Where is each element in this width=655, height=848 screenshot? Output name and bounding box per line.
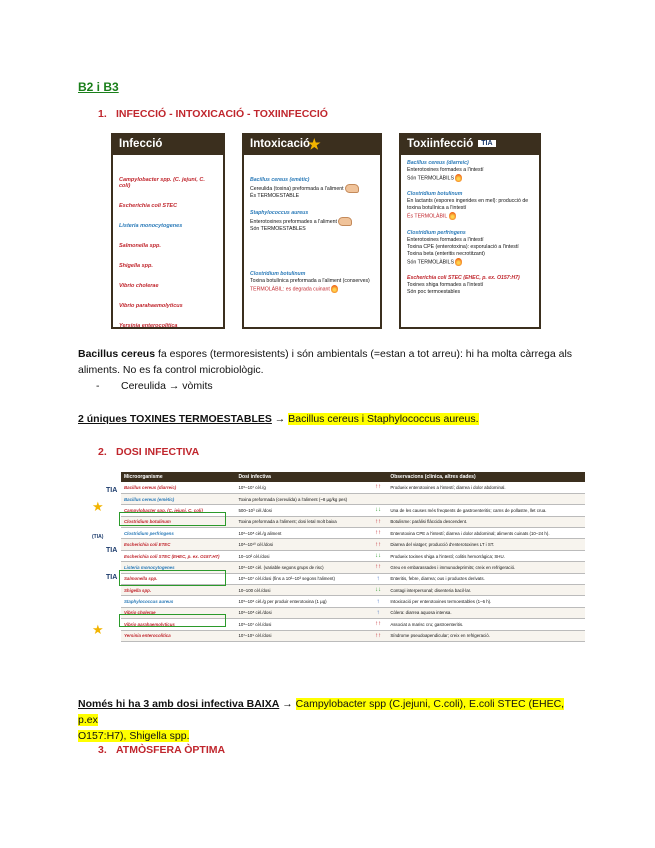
cell-dose-level: ↑↑ [369,516,388,527]
infeccio-item: Vibrio cholerae [119,283,159,289]
toxiinfeccio-box-header [401,135,539,155]
infeccio-item: Yersinia enterocolitica [119,323,178,329]
cell-microorganism: Yersinia enterocolitica [121,630,235,641]
tia-marker: TIA [106,547,118,554]
low-dose-arrow: → [279,698,296,710]
cell-observations: Greu en embarassades i immunodeprimits; creix en refrigeració. [387,562,585,573]
intox-staph-line2: Són TERMOESTABLES [250,226,306,232]
low-dose-underlined: Només hi ha 3 amb dosi infectiva BAIXA [78,698,280,710]
intox-clostridium-text2: TERMOLÀBIL: es degrada cuinant [250,286,330,293]
cell-dose: 10⁸–10¹⁰ cèl./dosi [235,539,368,550]
col-header-micro: Microorganisme [121,472,235,482]
cell-microorganism: Listeria monocytogenes [121,562,235,573]
intox-staph-text1: Enterotoxines preformades a l'aliment [250,218,337,225]
cell-observations: Síndrome pseudoapendicular; creix en refrigeració. [387,630,585,641]
infeccio-item: Escherichia coli STEC [119,203,178,209]
cell-dose: 500–10³ cèl./dosi [235,505,368,516]
low-dose-highlight-a: Campylobacter spp (C.jejuni, C.coli), E.coli STEC (EHEC, p.ex [78,698,565,726]
cell-microorganism: Clostridium perfringens [121,528,235,539]
fire-icon [455,258,462,266]
cell-observations: Còlera: diarrea aquosa intensa. [387,607,585,618]
toxi-bacillus-line1: Enterotoxines formades a l'intestí [407,167,484,173]
cell-dose: Toxina preformada (cereulida) a l'aliment (~8 µg/kg pes) [235,493,368,504]
cell-dose: 10⁵–10⁷ cèl./dosi [235,619,368,630]
toxi-perfringens-line3: Toxina beta (enteritis necrotitzant) [407,250,485,257]
cell-microorganism: Escherichia coli STEC (EHEC, p. ex. O157:H7) [121,550,235,561]
intox-clostridium-line2 [250,285,374,293]
thermostable-paragraph [78,411,479,427]
infeccio-item: Salmonella spp. [119,243,161,249]
intox-bacillus-line2: És TERMOESTABLE [250,193,300,199]
cell-dose: 10–10² cèl./dosi [235,550,368,561]
cell-microorganism: Clostridium botulinum [121,516,235,527]
bacillus-bullet [78,378,578,394]
table-row [121,493,585,504]
toxi-stec-line1: Toxines shiga formades a l'intestí [407,282,484,289]
cell-dose-level: ↓↓ [369,585,388,596]
table-row [121,630,585,641]
toxiinfeccio-header-label: Toxiinfecció [407,138,474,150]
star-icon: ★ [308,136,321,152]
cell-dose-level: ↑ [369,596,388,607]
toxi-botulinum-line2: toxina botulínica a l'intestí [407,205,467,212]
table-row [121,585,585,596]
cell-dose-level: ↑↑ [369,528,388,539]
cell-dose: 10–100 cèl./dosi [235,585,368,596]
cell-observations: Botulisme: paràlisi flàccida descendent. [387,516,585,527]
col-header-obs: Observacions (clínica, altres dades) [387,472,585,482]
section-2-heading [98,446,199,458]
bullet-dash: - [96,380,100,392]
toxi-perfringens-name: Clostridium perfringens [407,229,466,236]
intoxicacio-header-label: Intoxicació [250,138,311,150]
bacillus-bullet-text: Cereulida → vòmits [121,380,213,392]
highlight-frame-shigella [119,614,226,627]
cell-microorganism: Campylobacter spp. (C. jejuni, C. coli) [121,505,235,516]
col-header-arrow [369,472,388,482]
infeccio-item: Listeria monocytogenes [119,223,183,229]
cell-microorganism: Shigella spp. [121,585,235,596]
table-row [121,482,585,493]
bacillus-bold: Bacillus cereus [78,348,156,360]
cell-dose: 10⁶–10⁸ cèl./dosi [235,607,368,618]
cell-observations: Diarrea del viatger; producció d'enterotoxines LT i ST. [387,539,585,550]
cell-dose-level: ↑↑ [369,539,388,550]
cell-dose: 10⁶–10⁸ cèl./g aliment [235,528,368,539]
toxi-perfringens-line2: Toxina CPE (enterotoxina): esporulació a l'intestí [407,243,519,250]
cell-dose: 10⁵–10⁷ cèl./g [235,482,368,493]
intox-bacillus-text1: Cereulida (toxina) preformada a l'aliment [250,185,344,192]
infeccio-box [111,133,225,329]
tia-marker: TIA [106,574,118,581]
section-1-heading [98,108,328,120]
section-3-heading [98,744,225,756]
cell-microorganism: Escherichia coli ETEC [121,539,235,550]
highlight-frame-stec [119,570,226,586]
intoxicacio-box [242,133,382,329]
infeccio-item: Shigella spp. [119,263,153,269]
tia-badge: TIA [478,140,495,147]
cell-observations: Enterotoxina CPE a l'intestí; diarrea i dolor abdominal; aliments cuinats (10–24 h). [387,528,585,539]
toxi-bacillus-line2 [407,174,533,182]
muscle-arm-icon [345,184,359,193]
cell-microorganism: Bacillus cereus (emètic) [121,493,235,504]
cell-observations: Produeix toxines shiga a l'intestí; colitis hemorràgica; SHU. [387,550,585,561]
cell-observations: Contagi interpersonal; disenteria bacil·lar. [387,585,585,596]
intox-clostridium-name: Clostridium botulinum [250,271,306,277]
cell-microorganism: Vibrio parahaemolyticus [121,619,235,630]
cell-observations: Enteritis, febre, diarrea; ous i productes derivats. [387,573,585,584]
toxi-bacillus-name: Bacillus cereus (diarreic) [407,160,469,166]
highlight-frame-campylobacter [119,512,226,526]
cell-microorganism: Staphylococcus aureus [121,596,235,607]
cell-observations: Una de les causes més freqüents de gastroenteritis; carns de pollastre, llet crua. [387,505,585,516]
intox-bacillus-name: Bacillus cereus (emètic) [250,177,310,183]
thermostable-arrow: → [271,413,289,425]
table-row [121,596,585,607]
section-2-number: 2. [98,446,107,458]
cell-dose: 10⁷–10⁹ cèl./dosi [235,630,368,641]
muscle-arm-icon [338,217,352,226]
cell-observations: Produeix enterotoxines a l'intestí; diarrea i dolor abdominal. [387,482,585,493]
cell-dose-level: ↑ [369,607,388,618]
toxi-botulinum-line1: En lactants (espores ingerides en mel): producció de [407,198,529,205]
cell-dose: 10⁵–10⁶ cèl./g per produir enterotoxina (1 µg) [235,596,368,607]
toxi-perfringens-text4: Són TERMOLÀBILS [407,259,454,266]
cell-dose-level [369,493,388,504]
col-header-dose: Dosi infectiva [235,472,368,482]
cell-dose: 10⁵–10⁷ cèl./dosi (fins a 10²–10³ segons l'aliment) [235,573,368,584]
table-header-row [121,472,585,482]
section-1-number: 1. [98,108,107,120]
bacillus-text-a: fa espores (termoresistents) i són ambientals (=estan a tot arreu): hi ha molta càrrega als [155,348,573,360]
cell-dose-level: ↑↑ [369,619,388,630]
star-icon: ★ [92,622,104,637]
cell-microorganism: Vibrio cholerae [121,607,235,618]
cell-microorganism: Salmonella spp. [121,573,235,584]
bacillus-paragraph [78,346,578,394]
intox-staph-name: Staphylococcus aureus [250,210,309,216]
cell-observations: Intoxicació per enterotoxines termoestables (1–6 h). [387,596,585,607]
tia-marker: TIA [106,487,118,494]
cell-dose-level: ↑ [369,573,388,584]
cell-observations: Associat a marisc cru; gastroenteritis. [387,619,585,630]
fire-icon [449,212,456,220]
cell-dose-level: ↑↑ [369,562,388,573]
table-row [121,550,585,561]
toxiinfeccio-box [399,133,541,329]
section-2-title: DOSI INFECTIVA [116,446,200,458]
low-dose-highlight-b: O157:H7), Shigella spp. [78,730,190,742]
infeccio-item: Campylobacter spp. (C. jejuni, C. coli) [119,177,205,189]
intox-staph-line1 [250,217,374,226]
section-3-number: 3. [98,744,107,756]
cell-dose-level: ↑↑ [369,630,388,641]
thermostable-underlined: 2 úniques TOXINES TERMOESTABLES [78,413,272,425]
toxi-botulinum-name: Clostridium botulinum [407,191,463,198]
tia-marker-paren: (TIA) [92,534,104,540]
toxi-botulinum-text3: És TERMOLÀBIL [407,213,448,220]
page-title: B2 i B3 [78,80,119,94]
fire-icon [331,285,338,293]
bacillus-text-b: aliments. No es fa control microbiològic. [78,364,264,376]
cell-dose-level: ↑↑ [369,482,388,493]
toxi-stec-line2: Són poc termoestables [407,289,461,296]
star-icon: ★ [92,499,104,514]
cell-dose-level: ↓↓ [369,505,388,516]
toxi-stec-name: Escherichia coli STEC (EHEC, p. ex. O157:H7) [407,275,520,282]
cell-dose: 10⁶–10⁹ cèl. (variable segons grups de risc) [235,562,368,573]
section-3-title: ATMÒSFERA ÒPTIMA [116,744,226,756]
cell-observations [387,493,585,504]
toxi-bacillus-text2: Són TERMOLÀBILS [407,175,454,182]
table-row [121,539,585,550]
intoxicacio-box-header [244,135,380,155]
cell-microorganism: Bacillus cereus (diarreic) [121,482,235,493]
cell-dose: Toxina preformada a l'aliment; dosi letal molt baixa [235,516,368,527]
infeccio-item: Vibrio parahaemolyticus [119,303,183,309]
toxi-perfringens-line1: Enterotoxines formades a l'intestí [407,236,484,243]
table-row [121,528,585,539]
intox-bacillus-line1 [250,184,374,193]
section-1-title: INFECCIÓ - INTOXICACIÓ - TOXIINFECCIÓ [116,108,328,120]
intox-clostridium-line1: Toxina botulínica preformada a l'aliment (conserves) [250,278,370,284]
infeccio-box-header: Infecció [113,135,223,155]
low-dose-paragraph [78,696,578,744]
toxi-perfringens-line4 [407,258,533,266]
cell-dose-level: ↓↓ [369,550,388,561]
fire-icon [455,174,462,182]
thermostable-highlight: Bacillus cereus i Staphylococcus aureus. [288,413,479,425]
toxi-botulinum-line3 [407,212,533,220]
